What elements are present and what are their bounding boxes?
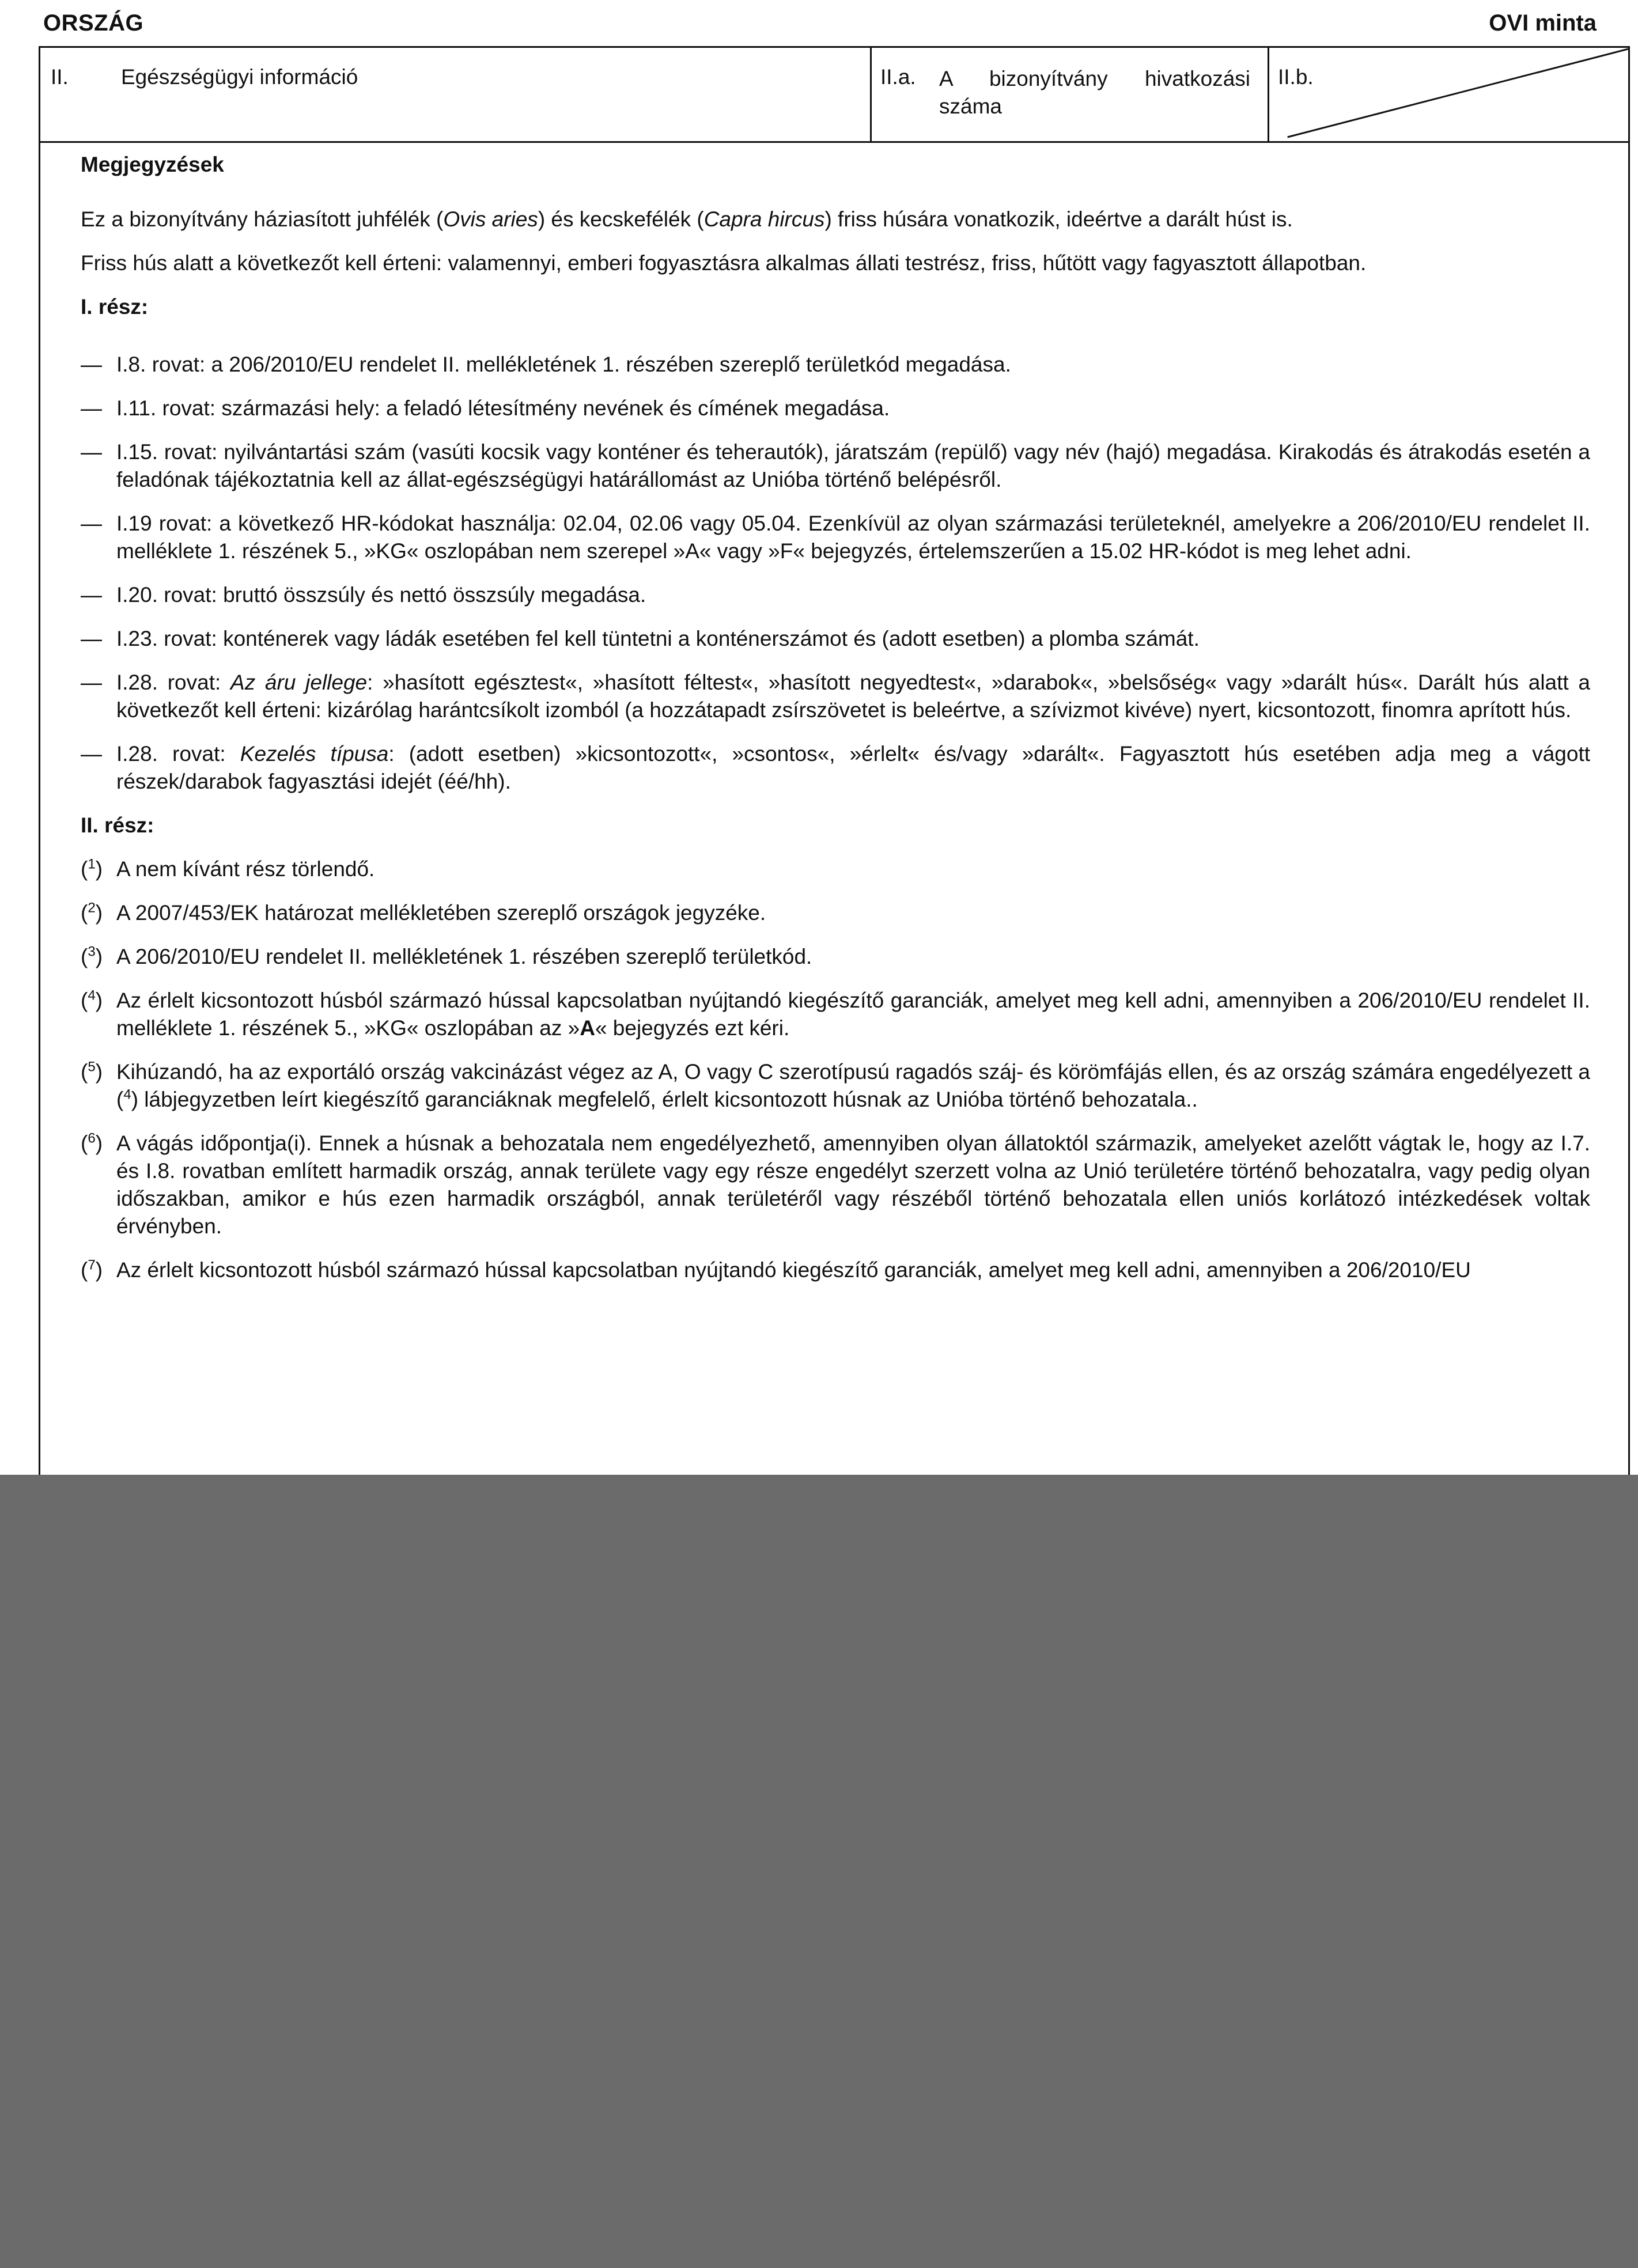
- footnote-number: ($^1$): [81, 856, 103, 881]
- footnote-item: ($^3$) A 206/2010/EU rendelet II. mellékletének 1. részében szereplő területkód.: [81, 943, 1590, 971]
- footnote-item: ($^5$) Kihúzandó, ha az exportáló ország vakcinázást végez az A, O vagy C szerotípusú ragadós száj- és körömfájás ellen, és az ország számára engedélyezett a ($^4$) lábjegyzetben leírt kiegészítő garanciáknak megfelelő, érlelt kicsontozott húsnak az Unióba történő behozatala..: [81, 1059, 1590, 1111]
- nature-of-goods: Az áru jellege: [230, 671, 368, 694]
- treatment-type: Kezelés típusa: [240, 742, 389, 766]
- dash-marker: —: [81, 440, 102, 464]
- ovis-aries: Ovis aries: [443, 207, 538, 231]
- footnote-number: ($^4$): [81, 987, 103, 1012]
- capra-hircus: Capra hircus: [703, 207, 825, 231]
- intro-paragraph-1: Ez a bizonyítvány háziasított juhfélék (Ovis aries) és kecskefélék (Capra hircus) friss húsára vonatkozik, ideértve a darált húst is.: [81, 207, 1293, 231]
- iib-label: II.b.: [1278, 65, 1314, 89]
- reference-text-line2: száma: [939, 94, 1002, 118]
- footnote-number: ($^5$): [81, 1059, 103, 1084]
- dash-marker: —: [81, 671, 102, 694]
- list-item: — I.28. rovat: Az áru jellege: »hasított egésztest«, »hasított féltest«, »hasított negyedtest«, »darabok«, »belsőség« vagy »darált hús«. Darált hús alatt a következőt kell érteni: kizárólag harántcsíkolt izomból (a hozzátapadt zsírszövetet is beleértve, a szívizmot kivéve) nyert, kicsontozott, finomra aprított hús.: [81, 669, 1590, 724]
- list-item: — I.15. rovat: nyilvántartási szám (vasúti kocsik vagy konténer és teherautók), járatszám (repülő) vagy név (hajó) megadása. Kirakodás és átrakodás esetén a feladónak tájékoztatnia kell az állat-egészségügyi határállomást az Unióba történő belépésről.: [81, 438, 1590, 494]
- part2-heading: II. rész:: [81, 813, 154, 837]
- intro-paragraph-2: Friss hús alatt a következőt kell érteni: valamennyi, emberi fogyasztásra alkalmas állati testrész, friss, hűtött vagy fagyasztott állapotban.: [81, 251, 1367, 275]
- footnote-number: ($^3$): [81, 944, 103, 968]
- section-label: II.: [51, 65, 69, 89]
- reference-text-line1: A bizonyítvány hivatkozási: [939, 67, 1250, 90]
- footnote-item: ($^1$) A nem kívánt rész törlendő.: [81, 855, 1590, 883]
- dash-marker: —: [81, 627, 102, 650]
- list-item: — I.8. rovat: a 206/2010/EU rendelet II. mellékletének 1. részében szereplő területkód megadása.: [81, 351, 1590, 378]
- list-item: — I.28. rovat: Kezelés típusa: (adott esetben) »kicsontozott«, »csontos«, »érlelt« és/vagy »darált«. Fagyasztott hús esetében adja meg a vágott részek/darabok fagyasztási idejét (éé/hh).: [81, 740, 1590, 796]
- reference-label: II.a.: [880, 65, 916, 89]
- model-header: OVI minta: [1489, 10, 1597, 36]
- list-item: — I.20. rovat: bruttó összsúly és nettó összsúly megadása.: [81, 581, 1590, 609]
- country-header: ORSZÁG: [43, 10, 144, 36]
- list-item: — I.23. rovat: konténerek vagy ládák esetében fel kell tüntetni a konténerszámot és (adott esetben) a plomba számát.: [81, 625, 1590, 653]
- list-item: — I.11. rovat: származási hely: a feladó létesítmény nevének és címének megadása.: [81, 395, 1590, 422]
- part1-heading: I. rész:: [81, 295, 149, 319]
- section-title: Egészségügyi információ: [121, 65, 358, 89]
- dash-marker: —: [81, 583, 102, 607]
- list-item: — I.19 rovat: a következő HR-kódokat használja: 02.04, 02.06 vagy 05.04. Ezenkívül az olyan származási területeknél, amelyekre a 206/2010/EU rendelet II. melléklete 1. részének 5., »KG« oszlopában nem szerepel »A« vagy »F« bejegyzés, értelemszerűen a 15.02 HR-kódot is meg lehet adni.: [81, 510, 1590, 565]
- dash-marker: —: [81, 742, 102, 766]
- notes-title: Megjegyzések: [81, 153, 224, 176]
- notes-body: [81, 109, 1590, 1284]
- footnote-item: ($^7$) Az érlelt kicsontozott húsból származó hússal kapcsolatban nyújtandó kiegészítő garanciák, amelyet meg kell adni, amennyiben a 206/2010/EU: [81, 1256, 1590, 1284]
- redaction-block: [0, 1475, 1638, 2268]
- dash-marker: —: [81, 396, 102, 420]
- dash-marker: —: [81, 353, 102, 376]
- footnote-number: ($^7$): [81, 1257, 103, 1282]
- footnote-number: ($^2$): [81, 900, 103, 925]
- dash-marker: —: [81, 512, 102, 535]
- footnote-item: ($^4$) Az érlelt kicsontozott húsból származó hússal kapcsolatban nyújtandó kiegészítő garanciák, amelyet meg kell adni, amennyiben a 206/2010/EU rendelet II. melléklete 1. részének 5., »KG« oszlopában az »A« bejegyzés ezt kéri.: [81, 987, 1590, 1040]
- footnote-number: ($^6$): [81, 1130, 103, 1155]
- footnote-item: ($^6$) A vágás időpontja(i). Ennek a húsnak a behozatala nem engedélyezhető, amennyiben olyan állatoktól származik, amelyeket azelőtt vágtak le, hogy az I.7. és I.8. rovatban említett harmadik ország, annak területe vagy egy része engedélyt szerzett volna az Unió területére történő behozatalra, vagy pedig olyan időszakban, amikor e hús ezen harmadik országból, annak területéről vagy részéből történő behozatala ellen uniós korlátozó intézkedések voltak érvényben.: [81, 1130, 1590, 1238]
- footnote-item: ($^2$) A 2007/453/EK határozat mellékletében szereplő országok jegyzéke.: [81, 899, 1590, 927]
